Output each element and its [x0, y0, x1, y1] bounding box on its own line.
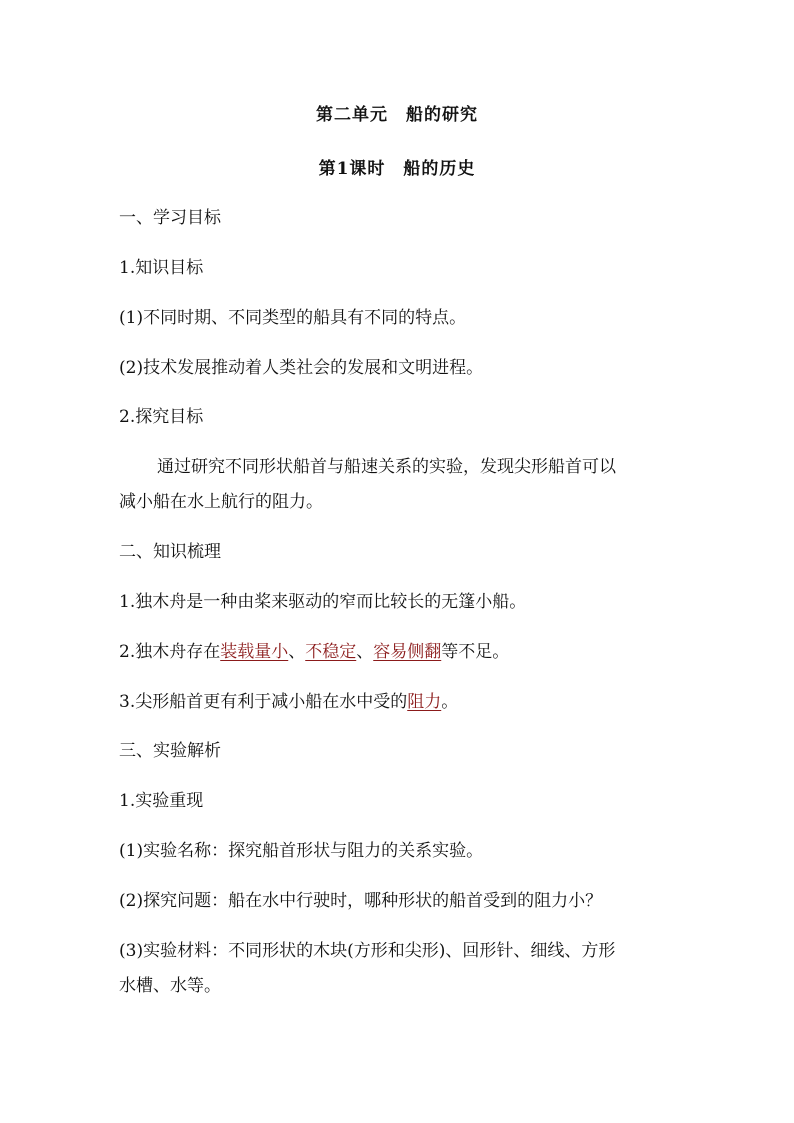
answer-blank-2: 不稳定 [305, 642, 357, 662]
item2-suffix: 等不足。 [441, 642, 510, 662]
experiment-reproduction-heading: 1.实验重现 [119, 791, 204, 811]
item2-prefix: 2.独木舟存在 [119, 642, 221, 662]
item3-suffix: 。 [441, 692, 459, 712]
inquiry-goals-heading: 2.探究目标 [119, 407, 204, 427]
section-heading-learning-goals: 一、学习目标 [119, 208, 221, 228]
item2-separator-1: 、 [288, 642, 306, 662]
section-heading-experiment-analysis: 三、实验解析 [119, 741, 221, 761]
experiment-item-2: (2)探究问题：船在水中行驶时，哪种形状的船首受到的阻力小？ [119, 891, 603, 911]
knowledge-goal-item-2: (2)技术发展推动着人类社会的发展和文明进程。 [119, 358, 484, 378]
answer-blank-1: 装载量小 [220, 642, 289, 662]
experiment-item-1: (1)实验名称：探究船首形状与阻力的关系实验。 [119, 841, 484, 861]
item3-prefix: 3.尖形船首更有利于减小船在水中受的 [119, 692, 408, 712]
inquiry-goal-paragraph-line-2: 减小船在水上航行的阻力。 [119, 492, 323, 512]
knowledge-review-item-2 [119, 638, 689, 666]
experiment-item-3-line-1: (3)实验材料：不同形状的木块(方形和尖形)、回形针、细线、方形 [119, 941, 616, 961]
knowledge-review-item-1: 1.独木舟是一种由桨来驱动的窄而比较长的无篷小船。 [119, 592, 527, 612]
knowledge-goal-item-1: (1)不同时期、不同类型的船具有不同的特点。 [119, 308, 467, 328]
answer-blank-3: 容易侧翻 [373, 642, 442, 662]
knowledge-goals-heading: 1.知识目标 [119, 258, 204, 278]
knowledge-review-item-3 [119, 688, 689, 716]
lesson-title: 第1课时 船的历史 [318, 159, 476, 179]
unit-title: 第二单元 船的研究 [316, 105, 478, 125]
item2-separator-2: 、 [356, 642, 374, 662]
answer-blank-4: 阻力 [407, 692, 442, 712]
experiment-item-3-line-2: 水槽、水等。 [119, 976, 221, 996]
section-heading-knowledge-review: 二、知识梳理 [119, 542, 221, 562]
inquiry-goal-paragraph-line-1: 通过研究不同形状船首与船速关系的实验，发现尖形船首可以 [157, 457, 616, 477]
